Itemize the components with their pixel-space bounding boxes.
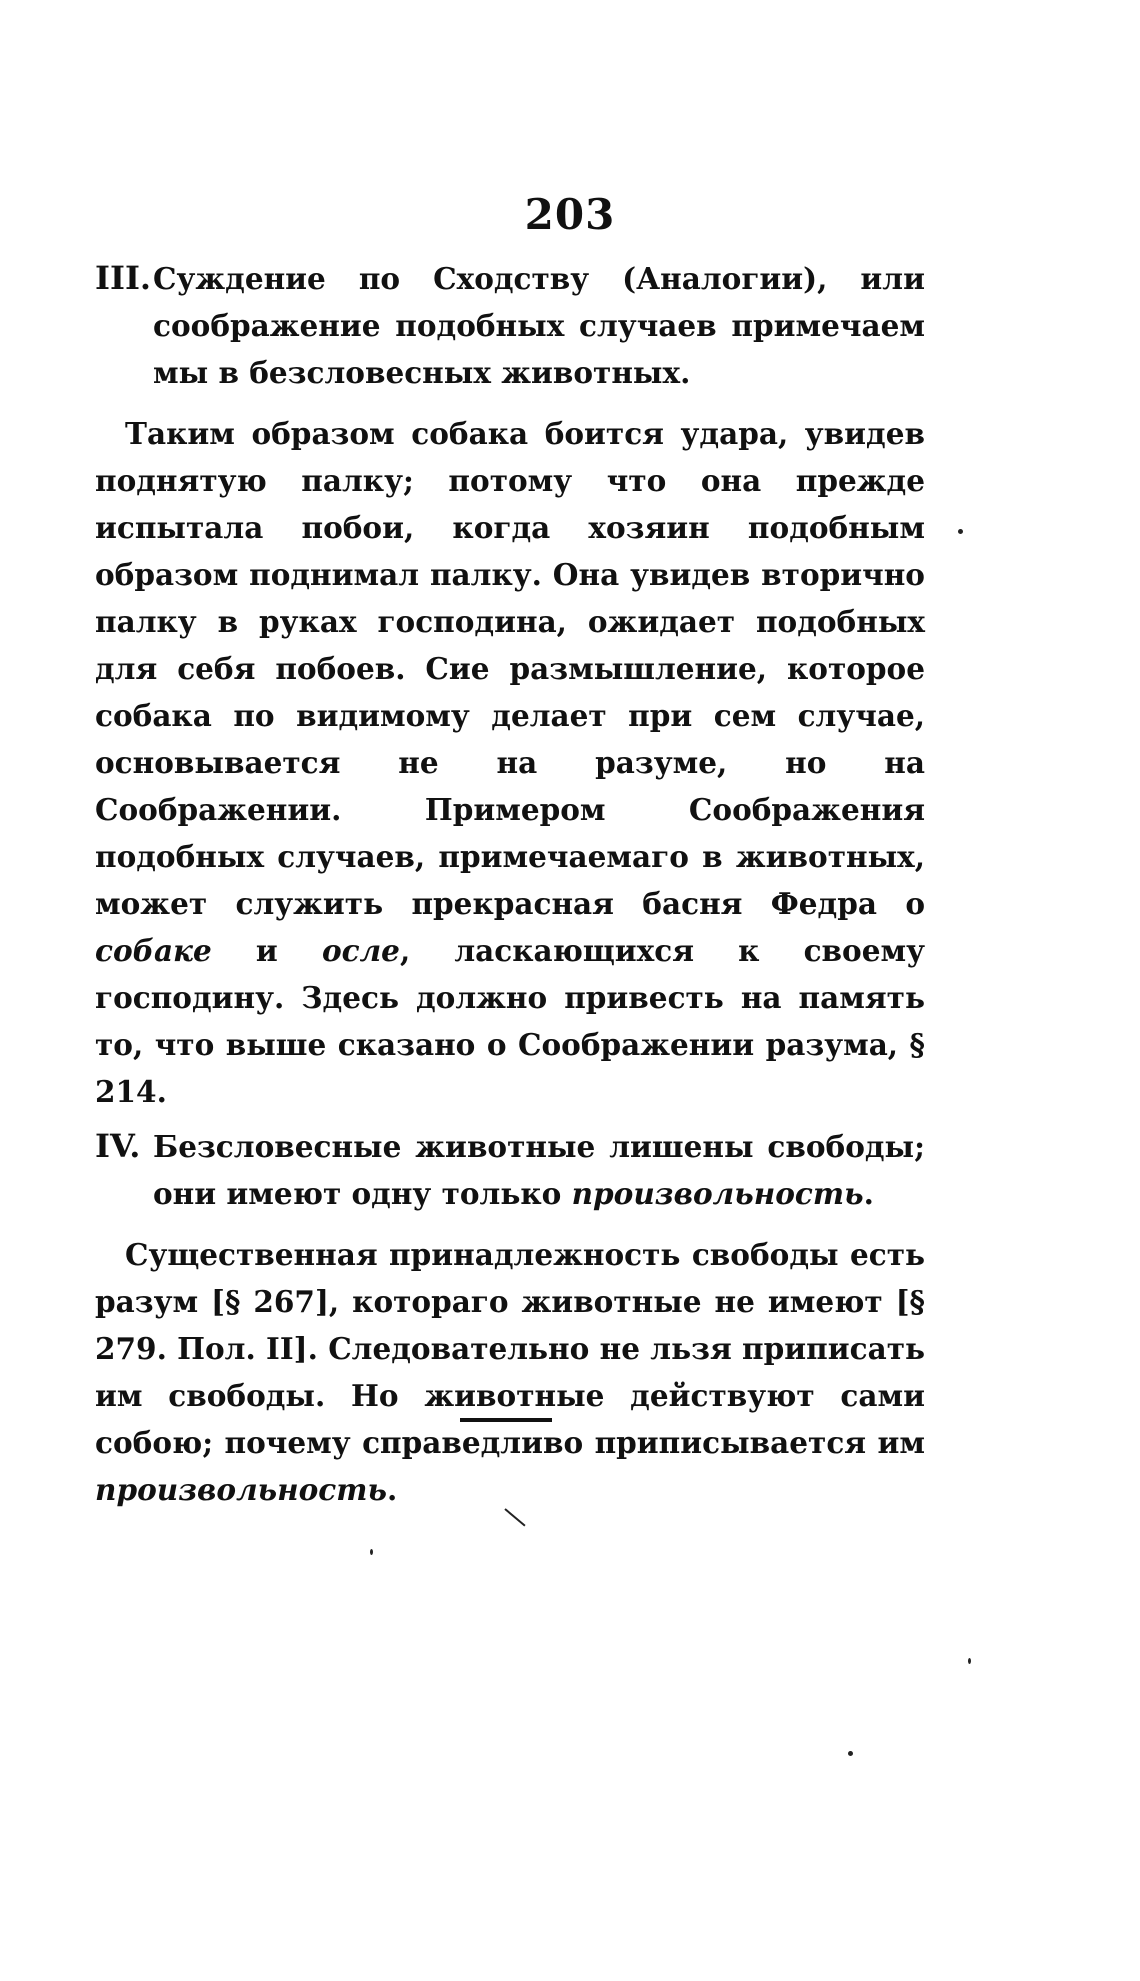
paragraph-3: [95, 410, 925, 1115]
italic-term: произвольность: [571, 1176, 864, 1211]
paragraph-text: , ласкающихся к своему господину. Здесь должно привесть на память то, что выше сказано о Соображении разума, § 214.: [95, 933, 925, 1109]
thesis-3: [95, 255, 925, 396]
thesis-text: Суждение по Сходству (Аналогии), или соображение подобных случаев примечаем мы в безсловесных животных.: [153, 261, 925, 390]
paragraph-text: и: [211, 933, 322, 968]
paragraph-text: .: [386, 1472, 398, 1507]
thesis-text-part: .: [863, 1176, 874, 1211]
page-number: 203: [524, 190, 616, 239]
paragraph-text: Существенная принадлежность свободы есть разум [§ 267], котораго животные не имеют [§ 279. Пол. II]. Следовательно не льзя приписать им свободы. Но животные действуют сами собою; почему справедливо приписывается им: [95, 1237, 925, 1460]
thesis-text-part: Безсловесные животные лишены свободы; они имеют одну только: [153, 1129, 925, 1211]
text-block: [95, 255, 925, 1521]
thesis-text: [153, 1123, 925, 1217]
scan-speck: [958, 529, 963, 534]
scan-speck: [848, 1751, 853, 1756]
scan-speck: [968, 1658, 971, 1664]
section-separator-rule: [460, 1418, 552, 1422]
italic-term: осле: [321, 933, 400, 968]
italic-term: произвольность: [95, 1472, 387, 1507]
paragraph-4: [95, 1231, 925, 1513]
thesis-number: III.: [95, 259, 152, 297]
paragraph-text: Таким образом собака боится удара, увидев поднятую палку; потому что она прежде испытала побои, когда хозяин подобным образом поднимал палку. Она увидев вторично палку в руках господина, ожидает подобных для себя побоев. Сие размышление, которое собака по видимому делает при сем случае, основывается не на разуме, но на Соображении. Примером Соображения подобных случаев, примечаемаго в животных, может служить прекрасная басня Федра о: [95, 416, 925, 921]
italic-term: собаке: [95, 933, 212, 968]
thesis-4: [95, 1123, 925, 1217]
scan-speck: [370, 1549, 373, 1555]
thesis-number: IV.: [95, 1127, 141, 1165]
